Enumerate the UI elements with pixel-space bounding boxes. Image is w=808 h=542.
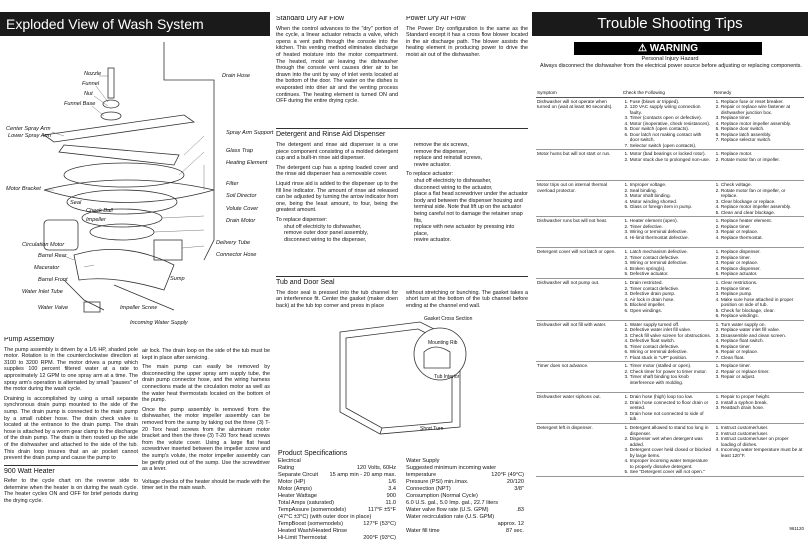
replace-step: • shut off electricity to dishwasher, xyxy=(284,224,398,231)
tub-paragraph-2: without stretching or bunching. The gasket takes a short turn at the bottom of the tub channel before ending at the channel end wall. xyxy=(406,289,528,309)
volute-cover-part xyxy=(90,224,154,240)
check-item: 3. Check fill valve screen for obstructions. xyxy=(630,333,712,339)
check-item: 5. See "Detergent cover will not open." xyxy=(630,469,712,475)
gasket-cross-section-label: Gasket Cross Section xyxy=(424,316,473,322)
remedy-item: 5. Replace door switch. xyxy=(721,126,803,132)
document-number: 961120 xyxy=(789,526,804,531)
pump-paragraph-2: Draining is accomplished by using a small separate synchronous drain pump mounted to the side of the sump. The drain pump is connected to the main pump by a small rubber hose. The drain check valve is located at the entrance to the drain pump. The drain hose is attached by a worm gear clamp to the discharge of the drain pump. The drain is then routed up the side of the dishwasher and attached to the side of the tub. This drain loop insures that an air pocket cannot prevent the drain pump and cause the pump to xyxy=(4,395,138,462)
remedy-item: 2. Replace timer. xyxy=(721,286,803,292)
check-cell xyxy=(622,424,713,477)
check-item: 1. Timer motor (stalled or open). xyxy=(630,363,712,369)
label-spray-arm-support: Spray Arm Support xyxy=(226,130,274,136)
replace-dispenser-list-cont xyxy=(406,142,528,168)
spec-row: approx. 12 xyxy=(497,521,524,527)
remedy-item: 1. Repair to proper height. xyxy=(721,394,803,400)
label-nozzle: Nozzle xyxy=(84,71,102,77)
label-filter: Filter xyxy=(226,181,239,187)
label-heating-element: Heating Element xyxy=(226,160,268,166)
spec-row: Hi-Limit Thermostat 200°F (93°C) xyxy=(278,535,396,541)
check-item: 2. Seal binding. xyxy=(630,188,712,194)
spec-row: Rating 120 Volts, 60Hz xyxy=(278,465,396,471)
water-specs xyxy=(406,458,524,542)
check-item: 3. Wiring or terminal defective. xyxy=(630,229,712,235)
check-item: 6. Open windings. xyxy=(630,308,712,314)
tub-interior-label: Tub Interior xyxy=(434,374,460,380)
spec-row: Pressure (PSI) min./max. 20/120 xyxy=(406,479,524,485)
remedy-cell xyxy=(713,320,804,362)
spec-row: Suggested minimum incoming water xyxy=(406,465,497,471)
spec-row: Water recirculation rate (U.S. GPM) xyxy=(406,514,495,520)
remedy-item: 4. Replace motor impeller assembly. xyxy=(721,204,803,210)
check-item: 4. Defective float switch. xyxy=(630,338,712,344)
warning-body: Always disconnect the dishwasher from the electrical power source before adjusting or replacing components. xyxy=(540,63,802,69)
symptom-cell: Dishwasher will not operate when turned on (wait at least 90 seconds). xyxy=(536,97,622,150)
label-water-inlet-tube: Water Inlet Tube xyxy=(22,289,63,295)
spec-row: temperature 120°F (49°C) xyxy=(406,472,524,478)
check-item: 4. Improper incoming water temperature to properly dissolve detergent. xyxy=(630,458,712,469)
label-drain-hose: Drain Hose xyxy=(222,73,250,79)
check-cell xyxy=(622,181,713,217)
standard-dry-heading: Standard Dry Air Flow xyxy=(276,16,345,22)
replace-actuator-heading: To replace actuator: xyxy=(406,171,454,178)
remedy-item: 6. Repair or replace. xyxy=(721,349,803,355)
table-row xyxy=(536,181,804,217)
label-impeller: Impeller xyxy=(86,217,106,223)
specs-heading: Product Specifications xyxy=(278,450,348,457)
remedy-item: 7. Clean float. xyxy=(721,355,803,361)
check-cell xyxy=(622,217,713,248)
actuator-step: • shut off electricity to dishwasher, xyxy=(414,178,528,185)
remedy-item: 2. Repair or replace wire fastener at dishwasher junction box. xyxy=(721,104,803,115)
spec-row: Consumption (Normal Cycle) xyxy=(406,493,478,499)
actuator-step: • disconnect wiring to the actuator, xyxy=(414,185,528,192)
check-item: 3. Drain hose not connected to side of tub. xyxy=(630,411,712,422)
check-item: 3. Defective drain pump. xyxy=(630,291,712,297)
replace-dispenser-list xyxy=(276,224,398,244)
remedy-item: 3. Replace pump. xyxy=(721,291,803,297)
tub-door-seal-heading: Tub and Door Seal xyxy=(276,279,335,286)
check-item: 2. Timer contact defective. xyxy=(630,286,712,292)
pump-paragraph-4: The main pump can easily be removed by disconnecting the upper spray arm supply tube, the drain pump connector hose, and the wiring harness connections made at the circulation motor as well as the water heat thermostats located on the bottom of the pump. xyxy=(142,364,270,404)
label-volute-cover: Volute Cover xyxy=(226,206,259,212)
remedy-cell xyxy=(713,181,804,217)
remedy-item: 2. Replace water inlet fill valve. xyxy=(721,327,803,333)
sump-part xyxy=(74,249,174,290)
remedy-item: 1. Instruct customer/user. xyxy=(721,425,803,431)
symptom-cell: Dishwasher water siphons out. xyxy=(536,393,622,424)
spec-row: Total Amps (saturated) 11.0 xyxy=(278,500,396,506)
remedy-cell xyxy=(713,150,804,181)
detergent-paragraph-2: The detergent cup has a spring loaded cover and the rinse aid dispenser has a removable cover. xyxy=(276,164,398,178)
remedy-item: 6. Replace windings. xyxy=(721,313,803,319)
check-item: 1. Latch mechanism defective. xyxy=(630,249,712,255)
product-specifications xyxy=(278,450,528,542)
symptom-cell: Motor hums but will not start or run. xyxy=(536,150,622,181)
mounting-rib-label: Mounting Rib xyxy=(428,340,458,346)
remedy-cell xyxy=(713,279,804,321)
label-impeller-screw: Impeller Screw xyxy=(120,305,157,311)
check-cell xyxy=(622,320,713,362)
label-sump: Sump xyxy=(170,276,185,282)
remedy-item: 3. Repair or replace. xyxy=(721,229,803,235)
label-circulation-motor: Circulation Motor xyxy=(22,242,65,248)
check-item: 3. Detergent cover held closed or blocked by large items. xyxy=(630,447,712,458)
replace-step: • remove the dispenser, xyxy=(414,149,528,156)
remedy-item: 1. Check voltage. xyxy=(721,182,803,188)
remedy-item: 4. Make sure hose attached in proper position on side of tub. xyxy=(721,297,803,308)
check-cell xyxy=(622,248,713,279)
symptom-cell: Timer does not advance. xyxy=(536,362,622,393)
center-spray-arm-part xyxy=(44,115,194,142)
remedy-cell xyxy=(713,362,804,393)
check-item: 5. Blocked impeller. xyxy=(630,302,712,308)
remedy-item: 5. Replace timer. xyxy=(721,344,803,350)
replace-step: • remove the six screws, xyxy=(414,142,528,149)
check-item: 2. Dispenser wet when detergent was added. xyxy=(630,436,712,447)
remedy-item: 4. Replace thermostat. xyxy=(721,235,803,241)
spec-row: TempAssure (somemodels) 117°F ±5°F xyxy=(278,507,396,513)
check-item: 2. Timer defective. xyxy=(630,224,712,230)
remedy-item: 7. Replace selector switch. xyxy=(721,137,803,143)
warning-label: WARNING xyxy=(649,43,699,54)
table-row xyxy=(536,362,804,393)
check-item: 2. 120 VAC supply wiring connection faulty. xyxy=(630,104,712,115)
label-macerator: Macerator xyxy=(34,265,60,271)
check-item: 1. Water supply turned off. xyxy=(630,322,712,328)
troubleshooting-table xyxy=(536,90,804,477)
detergent-paragraph-3: Liquid rinse aid is added to the dispenser up to the fill line indicator. The amount of rinse aid released can be adjusted by turning the arrow indicator from one, being the least amount, to four, being the greatest amount. xyxy=(276,180,398,214)
remedy-item: 1. Clear restrictions. xyxy=(721,280,803,286)
remedy-item: 3. Disassemble and clean screen. xyxy=(721,333,803,339)
check-cell xyxy=(622,393,713,424)
remedy-item: 4. Replace dispenser. xyxy=(721,266,803,272)
remedy-item: 2. Rotate motor fan or impeller. xyxy=(721,157,803,163)
tub-paragraph-1: The door seal is pressed into the tub channel for an interference fit. Center the gasket (maker doen back) at the tub top corner and press in place xyxy=(276,289,398,309)
remedy-item: 2. Install a syphon break. xyxy=(721,400,803,406)
spec-row: Motor (Amps) 3.4 xyxy=(278,486,396,492)
table-row xyxy=(536,248,804,279)
check-item: 7. Float stuck in "UP" position. xyxy=(630,355,712,361)
remedy-cell xyxy=(713,393,804,424)
label-barrel-front: Barrel Front xyxy=(38,277,68,283)
label-funnel-base: Funnel Base xyxy=(64,101,96,107)
check-cell xyxy=(622,362,713,393)
label-motor-bracket: Motor Bracket xyxy=(6,186,41,192)
replace-step: • replace and reinstall screws, xyxy=(414,155,528,162)
check-item: 5. Timer contact defective. xyxy=(630,344,712,350)
remedy-item: 6. Replace latch assembly. xyxy=(721,132,803,138)
filter-part xyxy=(67,190,177,214)
label-barrel-rear: Barrel Rear xyxy=(38,253,67,259)
gasket-detail-circle xyxy=(414,328,466,380)
check-cell xyxy=(622,150,713,181)
label-delivery-tube: Delivery Tube xyxy=(216,240,251,246)
standard-dry-column xyxy=(276,16,398,128)
lower-spray-arm-part xyxy=(59,145,179,165)
remedy-item: 5. Check for blockage, clear. xyxy=(721,308,803,314)
heater-heading: 900 Watt Heater xyxy=(4,467,55,475)
symptom-cell: Dishwasher will not fill with water. xyxy=(536,320,622,362)
remedy-item: 1. Replace dispenser. xyxy=(721,249,803,255)
replace-dispenser-heading: To replace dispenser: xyxy=(276,216,328,223)
remedy-item: 2. Instruct customer/user. xyxy=(721,431,803,437)
label-check-ball: Check Ball xyxy=(86,208,113,214)
actuator-step: • replace with new actuator by pressing into place, xyxy=(414,224,528,237)
troubleshooting-title-band xyxy=(532,12,808,36)
check-item: 1. Heater element (open). xyxy=(630,218,712,224)
remedy-item: 2. Repair or replace timer. xyxy=(721,369,803,375)
spec-row: Separate Circuit 15 amp min - 20 amp max. xyxy=(278,472,396,478)
standard-dry-paragraph: When the control advances to the "dry" portion of the cycle, a linear actuator retracts a valve, which opens a vent path through the console into the kitchen. This venting method eliminates discharge of heated moisture into the motor compartment. The heated, moist air leaving the dishwasher through the console vent causes drier air to be drawn into the unit by way of inlet vents located at the bottom of the door. The water on the dishes is evaporated into drier air and the venting process continues. The heating element is turned ON and OFF during the entire drying cycle. xyxy=(276,25,398,105)
tub-drawing xyxy=(300,312,500,437)
label-seal: Seal xyxy=(70,200,82,206)
spec-row: 6.0 U.S. gal., 5.0 Imp. gal., 22.7 liters xyxy=(406,500,499,506)
check-item: 1. Drain hose (high) loop too low. xyxy=(630,394,712,400)
replace-step: • disconnect wiring to the dispenser, xyxy=(284,237,398,244)
detergent-paragraph-1: The detergent and rinse aid dispenser is a one piece component consisting of a molded detergent cup and a built-in rinse aid dispenser. xyxy=(276,142,398,162)
label-soil-director: Soil Director xyxy=(226,193,257,199)
pump-assembly-column xyxy=(4,337,138,531)
table-row xyxy=(536,279,804,321)
remedy-item: 5. Clean and clear blockage. xyxy=(721,210,803,216)
short-turn-label: Short Turn xyxy=(420,426,444,432)
actuator-step: • rewire actuator. xyxy=(414,237,528,244)
detergent-heading: Detergent and Rinse Aid Dispenser xyxy=(276,131,386,138)
label-center-spray-arm: Center Spray Arm xyxy=(6,126,51,132)
tub-short-turn xyxy=(380,428,382,434)
check-item: 1. Motor (bad bearings or locked rotor). xyxy=(630,151,712,157)
remedy-cell xyxy=(713,248,804,279)
detergent-heading-row xyxy=(276,128,528,138)
check-header: Check the Following xyxy=(622,90,713,97)
spec-row: Heater Wattage 900 xyxy=(278,493,396,499)
replace-step: • rewire actuator. xyxy=(414,162,528,169)
spec-row: Heated Wash/Heated Rinse xyxy=(278,528,348,534)
check-item: 1. Drain restricted. xyxy=(630,280,712,286)
check-item: 3. Wiring or terminal defective. xyxy=(630,260,712,266)
warning-subtitle: Personal Injury Hazard xyxy=(641,56,699,62)
remedy-cell xyxy=(713,217,804,248)
spec-row: TempBoost (somemodels) 127°F (53°C) xyxy=(278,521,396,527)
heater-note: Voltage checks of the heater should be made with the timer set in the main wash. xyxy=(142,478,270,492)
label-water-valve: Water Valve xyxy=(38,305,69,311)
tub-door-seal-section xyxy=(276,276,528,310)
spec-row: Connection (NPT) 3/8" xyxy=(406,486,524,492)
remedy-item: 4. Incoming water temperature must be at least 120°F. xyxy=(721,447,803,458)
check-item: 7. Selector switch (open contacts). xyxy=(630,143,712,149)
label-incoming-water-supply: Incoming Water Supply xyxy=(130,320,188,326)
check-item: 1. Fuse (blown or tripped). xyxy=(630,99,712,105)
check-item: 2. Drain hose connected to floor drain or vented. xyxy=(630,400,712,411)
check-item: 1. Improper voltage. xyxy=(630,182,712,188)
pump-paragraph-1: The pump assembly is driven by a 1/6 HP, shaded pole motor. Rotation is in the counterclockwise direction at 3100 to 3200 RPM. The motor drives a pump which supplies 100 percent filtered water at a rate to approximately 12 GPM to one spray arm at a time. The spray arm's operation is alternated by small "pauses" of the motor during the wash cycle. xyxy=(4,346,138,393)
label-drain-motor: Drain Motor xyxy=(226,218,256,224)
check-item: 4. Hi-limit thermostat defective. xyxy=(630,235,712,241)
tub-seal-figure xyxy=(300,312,500,437)
drain-motor-part xyxy=(154,240,182,260)
remedy-cell xyxy=(713,97,804,150)
table-row xyxy=(536,217,804,248)
remedy-item: 3. Replace timer. xyxy=(721,115,803,121)
spec-row: Motor (HP) 1/6 xyxy=(278,479,396,485)
detergent-column-2 xyxy=(406,142,528,270)
replace-actuator-list xyxy=(406,178,528,244)
check-item: 6. Wiring or terminal defective. xyxy=(630,349,712,355)
check-item: 4. Motor winding shorted. xyxy=(630,199,712,205)
power-dry-heading: Power Dry Air Flow xyxy=(406,16,466,22)
pump-assembly-column-2 xyxy=(142,348,270,530)
label-funnel: Funnel xyxy=(82,81,100,87)
label-glass-trap: Glass Trap xyxy=(226,148,253,154)
glass-trap-part xyxy=(64,163,184,187)
exploded-view-title: Exploded View of Wash System xyxy=(6,16,204,32)
check-item: 2. Check timer for power to timer motor. xyxy=(630,369,712,375)
electrical-specs xyxy=(278,458,396,542)
remedy-item: 1. Replace heater element. xyxy=(721,218,803,224)
remedy-item: 4. Replace float switch. xyxy=(721,338,803,344)
check-item: 5. Door switch (open contacts). xyxy=(630,126,712,132)
pump-paragraph-3: air lock. The drain loop on the side of the tub must be kept in place after servicing. xyxy=(142,348,270,361)
drain-hose-line xyxy=(164,42,214,260)
check-item: 3. Timer (contacts open or defective). xyxy=(630,115,712,121)
symptom-header: Symptom xyxy=(536,90,622,97)
table-row xyxy=(536,320,804,362)
replace-step: • remove outer door panel assembly, xyxy=(284,230,398,237)
table-row xyxy=(536,424,804,477)
symptom-cell: Detergent cover will not latch or open. xyxy=(536,248,622,279)
table-row xyxy=(536,97,804,150)
electrical-heading: Electrical xyxy=(278,458,301,464)
label-connector-hose: Connector Hose xyxy=(216,252,257,258)
remedy-item: 3. Instruct customer/user on proper loading of dishes. xyxy=(721,436,803,447)
remedy-header: Remedy xyxy=(713,90,804,97)
symptom-cell: Dishwasher runs but will not heat. xyxy=(536,217,622,248)
check-item: 2. Timer contact defective. xyxy=(630,255,712,261)
exploded-view-title-band xyxy=(0,12,270,36)
remedy-item: 2. Replace timer. xyxy=(721,224,803,230)
pump-assembly-heading: Pump Assembly xyxy=(4,337,55,343)
heater-paragraph: Refer to the cycle chart on the reverse side to determine when the heater is on during the wash cycle. The heater cycles ON and OFF for brief periods during the drying cycle. xyxy=(4,478,138,505)
spec-row: Water valve flow rate (U.S. GPM) .83 xyxy=(406,507,524,513)
nozzle-part xyxy=(108,68,114,98)
check-item: 1. Detergent allowed to stand too long in dispenser. xyxy=(630,425,712,436)
troubleshooting-title: Trouble Shooting Tips xyxy=(597,15,743,32)
label-lower-spray-arm: Lower Spray Arm xyxy=(8,133,52,139)
check-item: 4. Broken spring(s). xyxy=(630,266,712,272)
remedy-item: 1. Turn water supply on. xyxy=(721,322,803,328)
remedy-item: 4. Replace motor impeller assembly. xyxy=(721,121,803,127)
check-cell xyxy=(622,97,713,150)
water-heading: Water Supply xyxy=(406,458,440,464)
check-item: 4. Air lock in drain hose. xyxy=(630,297,712,303)
check-item: 3. Timer shaft binding too knob interference with molding. xyxy=(630,374,712,385)
label-nut: Nut xyxy=(84,91,93,97)
check-item: 5. Defective actuator. xyxy=(630,271,712,277)
warning-banner xyxy=(574,42,762,55)
actuator-step: • place a flat head screwdriver under the actuator body and between the dispenser housing and terminal side. Note that lift up on the actuator being careful not to damage the retainer snap fits, xyxy=(414,191,528,224)
remedy-item: 2. Replace timer. xyxy=(721,255,803,261)
remedy-item: 1. Replace motor. xyxy=(721,151,803,157)
remedy-item: 5. Replace actuator. xyxy=(721,271,803,277)
symptom-cell: Detergent left in dispenser. xyxy=(536,424,622,477)
power-dry-column xyxy=(406,16,528,76)
warning-icon: ⚠ xyxy=(637,43,647,54)
check-item: 6. Door latch not making contact with door switch. xyxy=(630,132,712,143)
table-row xyxy=(536,150,804,181)
table-row xyxy=(536,393,804,424)
power-dry-paragraph: The Power Dry configuration is the same as the Standard except it has a cross flow blower located in the air discharge path. The blower assists the heating element in producing power to drive the moist air out of the dishwasher. xyxy=(406,25,528,58)
symptom-cell: Motor trips out on internal thermal overload protector. xyxy=(536,181,622,217)
symptom-cell: Dishwasher will not pump out. xyxy=(536,279,622,321)
check-item: 2. Motor stuck due to prolonged non-use. xyxy=(630,157,712,163)
spec-row: Water fill time 87 sec. xyxy=(406,528,524,534)
remedy-cell xyxy=(713,424,804,477)
wash-system-diagram xyxy=(4,40,274,330)
pump-paragraph-5: Once the pump assembly is removed from the dishwasher, the motor impeller assembly can be removed from the sump by taking out the three (3) T-20 Torx head screws from the aluminum motor bracket and then the three (3) T-20 Torx head screws from the volute cover. Using a large flat head screwdriver inserted between the impeller screw and the sump's volute, the motor impeller assembly can be gently pried out of the sump. Use the screwdriver as a lever. xyxy=(142,406,270,473)
remedy-item: 3. Repair or adjust. xyxy=(721,374,803,380)
remedy-item: 3. Reattach drain hose. xyxy=(721,405,803,411)
remedy-item: 1. Replace timer. xyxy=(721,363,803,369)
remedy-item: 3. Clear blockage or replace. xyxy=(721,199,803,205)
remedy-item: 3. Repair or replace. xyxy=(721,260,803,266)
remedy-item: 2. Rotate motor fan or impeller, or replace. xyxy=(721,188,803,199)
check-item: 3. Motor shaft binding. xyxy=(630,193,712,199)
remedy-item: 1. Replace fuse or reset breaker. xyxy=(721,99,803,105)
check-cell xyxy=(622,279,713,321)
check-item: 4. Motor (inoperative, check resistances). xyxy=(630,121,712,127)
check-item: 5. Glass or foreign item in pump. xyxy=(630,204,712,210)
check-item: 2. Defective water inlet fill valve. xyxy=(630,327,712,333)
spec-row: (47°C ±3°C) (with outer door in place) xyxy=(278,514,372,520)
detergent-column-1 xyxy=(276,142,398,270)
